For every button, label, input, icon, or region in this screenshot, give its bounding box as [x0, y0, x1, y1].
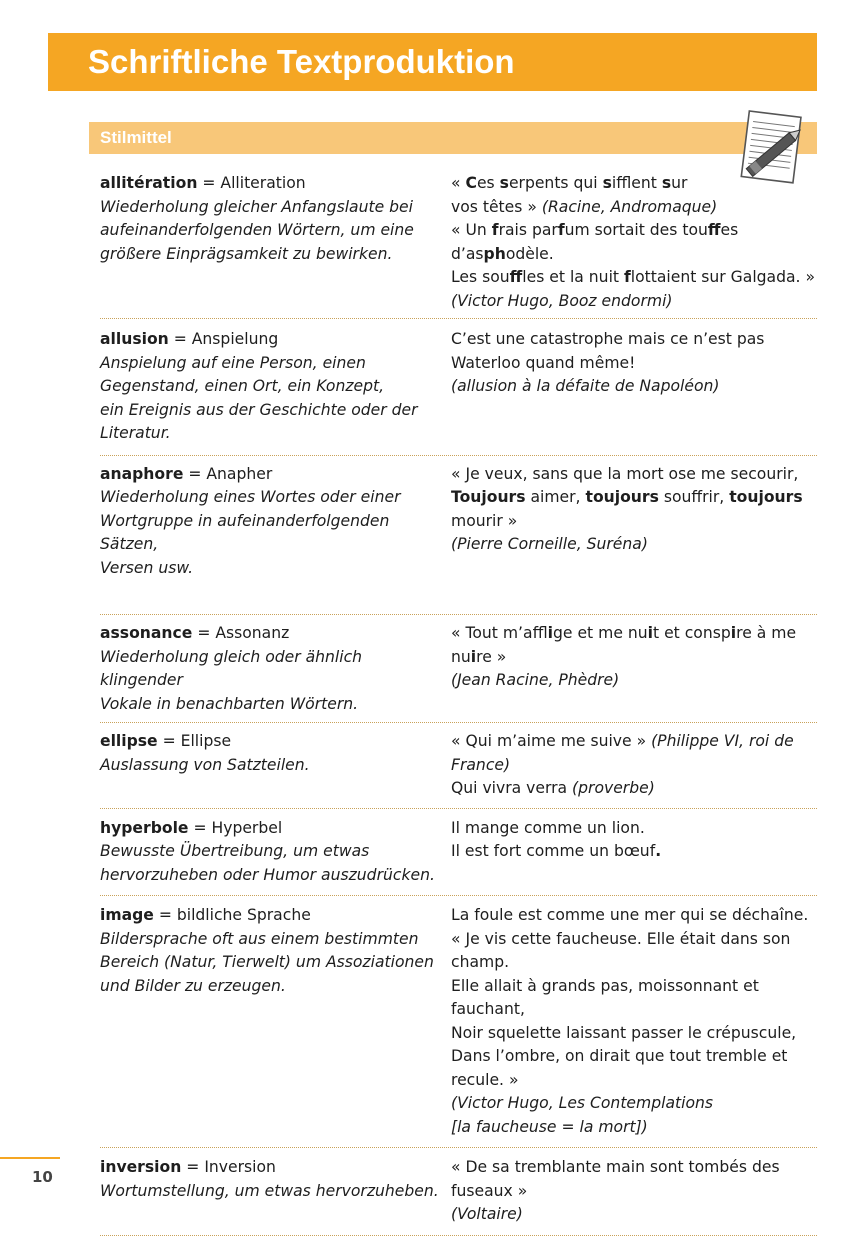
entry-term-column — [100, 622, 451, 716]
example-line — [451, 243, 817, 267]
section-title: Stilmittel — [100, 128, 172, 147]
example-text: champ. — [451, 953, 510, 971]
example-text: les et la nuit — [522, 268, 624, 286]
example-line — [451, 1045, 817, 1069]
example-text: Elle allait à grands pas, moissonnant et — [451, 976, 759, 995]
example-line — [451, 1022, 817, 1046]
example-emphasis: ff — [509, 268, 523, 286]
example-emphasis: ph — [483, 244, 506, 263]
entry-example-column — [451, 730, 817, 801]
example-emphasis: C — [465, 174, 477, 192]
example-text: rais par — [498, 221, 558, 239]
entry-term-line — [100, 730, 441, 754]
example-line — [451, 951, 817, 975]
term-separator: = — [188, 818, 212, 837]
example-text: Les sou — [451, 268, 510, 286]
example-text: d’as — [451, 244, 484, 263]
example-line — [451, 266, 817, 290]
example-line — [451, 352, 817, 376]
entry-row — [100, 809, 817, 897]
example-line — [451, 486, 817, 510]
page-number: 10 — [32, 1168, 53, 1186]
example-line — [451, 510, 817, 534]
example-text: odèle. — [505, 244, 554, 263]
example-source: France) — [451, 755, 511, 774]
example-text: nu — [451, 647, 471, 666]
example-text: um sortait des tou — [564, 221, 708, 239]
entry-row — [100, 723, 817, 809]
definition-line: Auslassung von Satzteilen. — [100, 755, 310, 774]
definition-line: hervorzuheben oder Humor auszudrücken. — [100, 865, 435, 884]
example-emphasis: s — [602, 174, 612, 192]
example-line — [451, 463, 817, 487]
example-line — [451, 777, 817, 801]
entry-row — [100, 172, 817, 319]
definition-line: Bereich (Natur, Tierwelt) um Assoziationen — [100, 953, 434, 971]
entry-example-column — [451, 328, 817, 446]
entry-term-line — [100, 328, 441, 352]
example-text: fauchant, — [451, 1000, 525, 1018]
term: allitération — [100, 174, 198, 192]
term-separator: = — [157, 732, 181, 750]
example-text: t et consp — [653, 624, 731, 642]
example-text: Il est fort comme un bœuf — [451, 842, 656, 860]
definition-line: Literatur. — [100, 424, 171, 442]
entry-example-column — [451, 463, 817, 581]
example-text: « De sa tremblante main sont tombés des — [451, 1158, 780, 1176]
example-text: lottaient sur Galgada. » — [630, 268, 816, 286]
definition-line: Bewusste Übertreibung, um etwas — [100, 842, 370, 860]
example-line — [451, 998, 817, 1022]
entry-term-column — [100, 328, 451, 446]
example-source: (Victor Hugo, Les Contemplations — [451, 1094, 713, 1112]
term-translation: bildliche Sprache — [176, 906, 311, 924]
term-translation: Alliteration — [220, 174, 306, 192]
term: allusion — [100, 330, 169, 348]
example-text: re » — [476, 647, 507, 666]
example-text: « Qui m’aime me suive » — [451, 732, 652, 750]
term-translation: Inversion — [204, 1158, 276, 1176]
example-text: Noir squelette laissant passer le crépuscule, — [451, 1023, 797, 1042]
example-text: re à me — [736, 624, 797, 642]
definition-line: und Bilder zu erzeugen. — [100, 976, 286, 995]
definition-line: Wortumstellung, um etwas hervorzuheben. — [100, 1181, 439, 1200]
entry-row — [100, 615, 817, 723]
term-separator: = — [183, 464, 207, 483]
example-line — [451, 1069, 817, 1093]
example-emphasis: toujours — [585, 488, 659, 506]
entry-row — [100, 896, 817, 1148]
definition-line: Wiederholung gleicher Anfangslaute bei — [100, 197, 413, 216]
entry-term-column — [100, 730, 451, 801]
definition-line: größere Einprägsamkeit zu bewirken. — [100, 244, 393, 263]
entry-term-line — [100, 172, 441, 196]
example-emphasis: s — [661, 174, 672, 192]
entry-example-column — [451, 172, 817, 313]
term-translation: Ellipse — [180, 732, 232, 750]
example-source: (Voltaire) — [451, 1205, 523, 1223]
definition-line: Bildersprache oft aus einem bestimmten — [100, 929, 419, 948]
example-text: recule. » — [451, 1070, 519, 1089]
example-line — [451, 1156, 817, 1180]
definition-line: ein Ereignis aus der Geschichte oder der — [100, 400, 418, 419]
example-text: erpents qui — [508, 174, 603, 192]
example-text: La foule est comme une mer qui se déchaîne. — [451, 906, 809, 924]
example-line — [451, 328, 817, 352]
example-text: Waterloo quand même! — [451, 353, 636, 372]
stilmittel-list — [100, 172, 817, 1236]
example-line — [451, 290, 817, 314]
term-separator: = — [153, 906, 177, 924]
example-line — [451, 840, 817, 864]
definition-line: Vokale in benachbarten Wörtern. — [100, 694, 359, 713]
example-source: (proverbe) — [572, 779, 655, 797]
term-separator: = — [181, 1158, 205, 1176]
definition-line: Versen usw. — [100, 558, 194, 577]
example-text: « Tout m’affl — [451, 624, 548, 642]
term: ellipse — [100, 732, 158, 750]
term-translation: Anapher — [206, 464, 273, 483]
example-line — [451, 646, 817, 670]
example-source: (Jean Racine, Phèdre) — [451, 671, 620, 689]
example-line — [451, 975, 817, 999]
example-line — [451, 375, 817, 399]
example-text: « Je vis cette faucheuse. Elle était dans son — [451, 929, 791, 948]
example-emphasis: ff — [707, 221, 721, 239]
entry-term-column — [100, 904, 451, 1139]
entry-row — [100, 319, 817, 456]
example-emphasis: f — [557, 221, 565, 239]
definition-line: Wiederholung gleich oder ähnlich klingender — [100, 647, 363, 689]
term-separator: = — [197, 174, 221, 192]
page-title-bar — [48, 33, 817, 91]
example-source: (Philippe VI, roi de — [651, 732, 794, 750]
term: anaphore — [100, 464, 184, 483]
example-source: (allusion à la défaite de Napoléon) — [451, 377, 720, 395]
example-line — [451, 1092, 817, 1116]
entry-term-line — [100, 463, 441, 487]
example-line — [451, 904, 817, 928]
term: image — [100, 906, 154, 924]
example-emphasis: s — [499, 174, 509, 192]
entry-example-column — [451, 1156, 817, 1227]
definition-line: Wortgruppe in aufeinanderfolgenden Sätzen, — [100, 511, 390, 553]
example-emphasis: f — [491, 221, 499, 239]
example-line — [451, 928, 817, 952]
example-text: « — [451, 174, 466, 192]
entry-term-line — [100, 1156, 441, 1180]
example-text: « Je veux, sans que la mort ose me secourir, — [451, 464, 799, 483]
term: assonance — [100, 624, 193, 642]
footer-rule — [0, 1157, 60, 1159]
example-line — [451, 1203, 817, 1227]
example-text: souffrir, — [658, 488, 730, 506]
example-emphasis: toujours — [729, 488, 803, 506]
example-text: Qui vivra verra — [451, 779, 573, 797]
entry-example-column — [451, 904, 817, 1139]
example-emphasis: i — [730, 624, 737, 642]
term-separator: = — [168, 330, 192, 348]
example-line — [451, 533, 817, 557]
example-emphasis: . — [655, 842, 662, 860]
entry-term-line — [100, 904, 441, 928]
example-line — [451, 1180, 817, 1204]
entry-term-line — [100, 622, 441, 646]
entry-term-column — [100, 463, 451, 581]
example-line — [451, 730, 817, 754]
definition-line: Anspielung auf eine Person, einen — [100, 353, 366, 372]
example-text: ifflent — [611, 174, 662, 192]
example-source: (Pierre Corneille, Suréna) — [451, 535, 648, 553]
example-emphasis: i — [470, 647, 477, 666]
term: hyperbole — [100, 818, 189, 837]
example-emphasis: Toujours — [451, 488, 526, 506]
entry-example-column — [451, 622, 817, 716]
example-line — [451, 219, 817, 243]
example-emphasis: i — [547, 624, 554, 642]
definition-line: Wiederholung eines Wortes oder einer — [100, 488, 401, 506]
example-text: ur — [671, 174, 688, 192]
example-source: (Victor Hugo, Booz endormi) — [451, 291, 673, 310]
page-title: Schriftliche Textproduktion — [88, 43, 515, 80]
example-line — [451, 196, 817, 220]
example-line — [451, 622, 817, 646]
example-text: es — [720, 221, 739, 239]
example-text: es — [476, 174, 500, 192]
entry-term-line — [100, 817, 441, 841]
term-translation: Hyperbel — [211, 818, 283, 837]
entry-row — [100, 1148, 817, 1236]
section-header — [89, 122, 817, 154]
example-text: Dans l’ombre, on dirait que tout tremble et — [451, 1047, 788, 1065]
example-text: C’est une catastrophe mais ce n’est pas — [451, 330, 765, 348]
example-text: ge et me nu — [553, 624, 648, 642]
term-separator: = — [192, 624, 216, 642]
term-translation: Anspielung — [191, 330, 279, 348]
entry-term-column — [100, 172, 451, 313]
example-line — [451, 1116, 817, 1140]
term: inversion — [100, 1158, 182, 1176]
entry-row — [100, 456, 817, 616]
example-source: (Racine, Andromaque) — [541, 197, 718, 216]
example-text: aimer, — [525, 488, 586, 506]
example-text: mourir » — [451, 511, 518, 530]
example-line — [451, 817, 817, 841]
entry-term-column — [100, 1156, 451, 1227]
example-line — [451, 669, 817, 693]
example-text: Il mange comme un lion. — [451, 818, 645, 837]
example-line — [451, 172, 817, 196]
example-source: [la faucheuse = la mort]) — [451, 1117, 648, 1136]
entry-term-column — [100, 817, 451, 888]
entry-example-column — [451, 817, 817, 888]
term-translation: Assonanz — [215, 624, 290, 642]
example-text: vos têtes » — [451, 197, 542, 216]
example-emphasis: i — [647, 624, 653, 642]
example-line — [451, 754, 817, 778]
example-emphasis: f — [623, 268, 631, 286]
definition-line: aufeinanderfolgenden Wörtern, um eine — [100, 221, 414, 239]
example-text: fuseaux » — [451, 1181, 528, 1200]
definition-line: Gegenstand, einen Ort, ein Konzept, — [100, 377, 385, 395]
example-text: « Un — [451, 221, 492, 239]
